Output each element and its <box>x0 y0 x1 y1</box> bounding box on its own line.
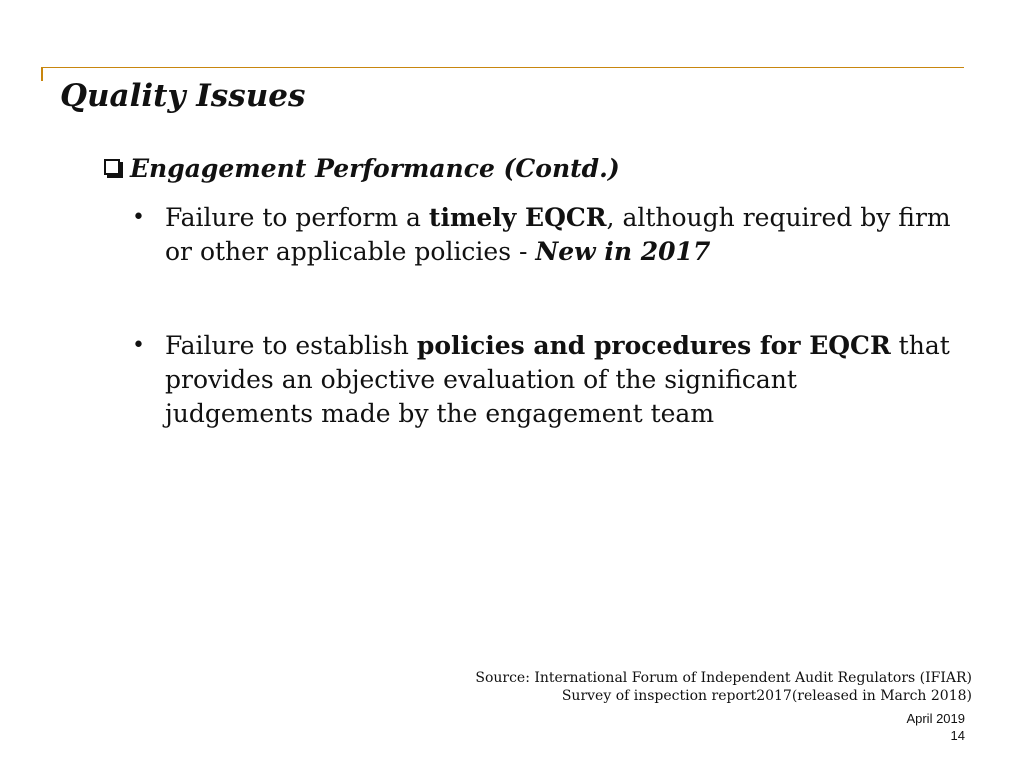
bullet-text-plain: Failure to perform a <box>165 203 429 232</box>
bullet-text-bold: policies and procedures for EQCR <box>416 331 891 360</box>
bullet-item <box>132 201 952 269</box>
bullet-text-plain: that provides an objective evaluation of the significant judgements made by the engagement team <box>165 331 950 428</box>
source-line: Survey of inspection report2017(released in March 2018) <box>561 688 972 704</box>
source-note <box>475 669 972 705</box>
header-rule <box>41 67 964 68</box>
checkbox-square-icon <box>104 159 120 175</box>
subhead-text: Engagement Performance (Contd.) <box>130 154 620 183</box>
bullet-text-highlight: New in 2017 <box>535 237 711 266</box>
slide-footer <box>906 710 965 744</box>
source-line: Source: International Forum of Independent Audit Regulators (IFIAR) <box>475 670 972 686</box>
bullet-text <box>165 201 952 269</box>
bullet-dot-icon: • <box>132 333 145 358</box>
bullet-text-plain: , although required by firm or other applicable policies - <box>165 203 951 266</box>
bullet-text <box>165 329 952 431</box>
bullet-text-bold: timely EQCR <box>428 203 607 232</box>
slide-title: Quality Issues <box>60 78 306 114</box>
footer-date: April 2019 <box>906 711 965 726</box>
bullet-text-plain: Failure to establish <box>165 331 417 360</box>
bullet-item <box>132 329 952 431</box>
header-corner-tick <box>41 67 43 81</box>
page-number: 14 <box>950 728 965 743</box>
bullet-dot-icon: • <box>132 205 145 230</box>
section-subhead <box>104 154 620 183</box>
